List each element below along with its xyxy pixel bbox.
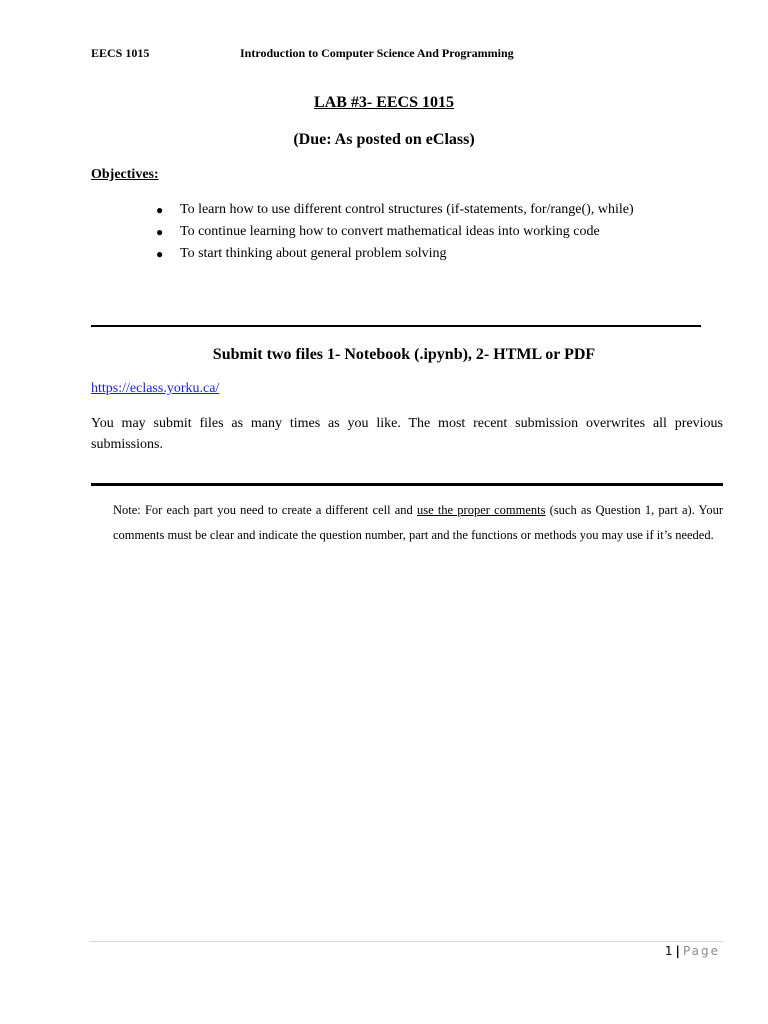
bullet-icon: ● <box>156 203 164 217</box>
header-title: Introduction to Computer Science And Programming <box>240 46 514 60</box>
page-footer <box>665 944 720 958</box>
note-prefix: Note: For each part you need to create a different cell and <box>113 503 417 517</box>
divider-thick <box>91 483 723 486</box>
note-suffix: (such as Question 1, part a). Your comments must be clear and indicate the question number, part and the functions or methods you may use if it’s needed. <box>113 503 723 542</box>
objective-text: To start thinking about general problem solving <box>180 246 447 261</box>
objective-text: To continue learning how to convert mathematical ideas into working code <box>180 224 600 239</box>
objective-text: To learn how to use different control structures (if-statements, for/range(), while) <box>180 202 634 217</box>
lab-title <box>0 94 768 112</box>
list-item <box>156 223 634 245</box>
objectives-list <box>156 201 634 267</box>
submission-paragraph: You may submit files as many times as you like. The most recent submission overwrites all previous submissions. <box>91 416 723 452</box>
bullet-icon: ● <box>156 247 164 261</box>
objectives-heading: Objectives: <box>91 167 159 182</box>
list-item <box>156 245 634 267</box>
bullet-icon: ● <box>156 225 164 239</box>
due-date: (Due: As posted on eClass) <box>293 131 475 148</box>
footer-separator: | <box>675 944 680 958</box>
page-label: Page <box>682 944 720 958</box>
note-underlined: use the proper comments <box>416 503 546 517</box>
header-course: EECS 1015 <box>91 46 150 60</box>
divider <box>91 325 701 327</box>
eclass-link[interactable]: https://eclass.yorku.ca/ <box>91 381 220 396</box>
page-number: 1 <box>664 944 673 958</box>
submit-heading: Submit two files 1- Notebook (.ipynb), 2- HTML or PDF <box>212 346 596 363</box>
footer-divider <box>89 941 723 942</box>
list-item <box>156 201 634 223</box>
note-paragraph <box>113 498 723 548</box>
lab-title-text: LAB #3- EECS 1015 <box>313 94 455 111</box>
